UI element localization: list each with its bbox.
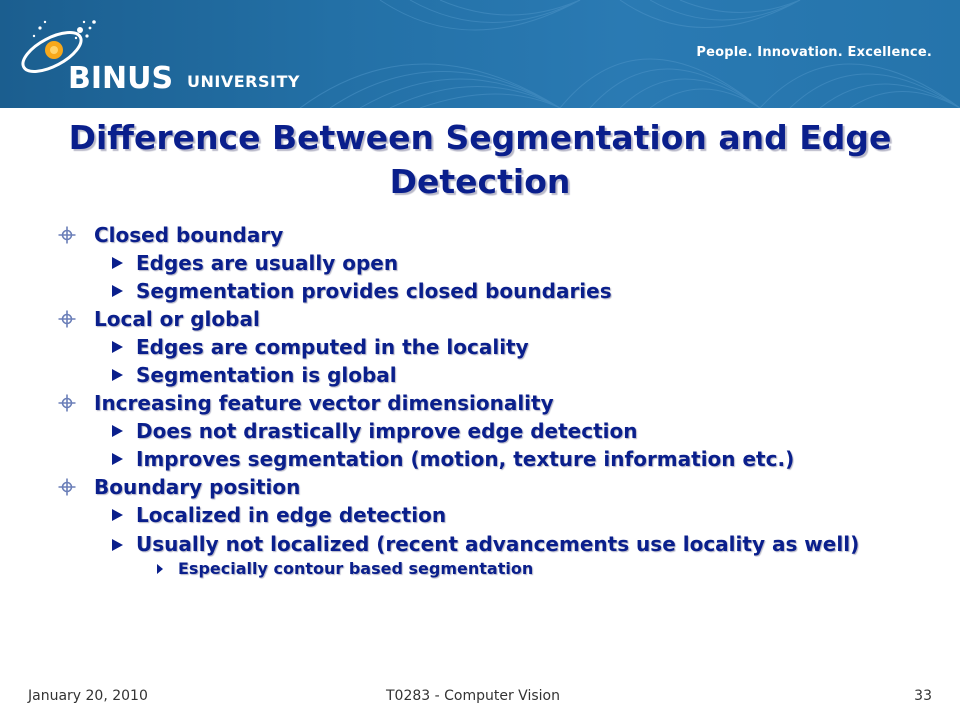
triangle-bullet-icon [110, 452, 124, 466]
header-banner [0, 0, 960, 108]
bullet-level2 [52, 363, 932, 387]
bullet-text: Increasing feature vector dimensionality [94, 391, 554, 415]
bullet-text: Localized in edge detection [136, 503, 447, 527]
footer-date: January 20, 2010 [28, 688, 148, 704]
bullet-level2 [52, 503, 932, 527]
footer-course: T0283 - Computer Vision [386, 688, 560, 704]
bullet-text: Segmentation provides closed boundaries [136, 279, 612, 303]
bullet-level2 [52, 447, 932, 471]
logo-suffix-text: UNIVERSITY [187, 72, 300, 91]
triangle-bullet-icon [110, 256, 124, 270]
bullet-level1 [52, 391, 932, 415]
triangle-bullet-icon [110, 538, 124, 552]
logo-brand-text: BINUS [68, 61, 174, 96]
compass-bullet-icon [58, 226, 76, 244]
bullet-text: Usually not localized (recent advancements use locality as well) [136, 532, 860, 556]
bullet-text: Especially contour based segmentation [178, 559, 534, 578]
bullet-level1 [52, 223, 932, 247]
bullet-level2 [52, 419, 932, 443]
binus-logo [10, 8, 310, 103]
bullet-level1 [52, 307, 932, 331]
bullet-level2 [52, 251, 932, 275]
compass-bullet-icon [58, 310, 76, 328]
bullet-text: Closed boundary [94, 223, 284, 247]
triangle-bullet-icon [110, 368, 124, 382]
slide-title: Difference Between Segmentation and Edge Detection [68, 118, 892, 201]
bullet-text: Edges are computed in the locality [136, 335, 529, 359]
bullet-text: Improves segmentation (motion, texture information etc.) [136, 447, 795, 471]
triangle-bullet-icon [110, 424, 124, 438]
bullet-text: Segmentation is global [136, 363, 397, 387]
bullet-text: Local or global [94, 307, 260, 331]
compass-bullet-icon [58, 394, 76, 412]
bullet-text: Does not drastically improve edge detection [136, 419, 638, 443]
triangle-bullet-icon [110, 284, 124, 298]
triangle-bullet-icon [110, 340, 124, 354]
bullet-text: Boundary position [94, 475, 301, 499]
bullet-level3 [52, 559, 932, 579]
bullet-level1 [52, 475, 932, 499]
bullet-level2 [52, 335, 932, 359]
slide-content [52, 219, 932, 579]
bullet-level2 [52, 279, 932, 303]
bullet-text: Edges are usually open [136, 251, 399, 275]
bullet-level2 [52, 533, 932, 555]
small-triangle-bullet-icon [155, 562, 165, 576]
compass-bullet-icon [58, 478, 76, 496]
triangle-bullet-icon [110, 508, 124, 522]
tagline: People. Innovation. Excellence. [696, 45, 932, 60]
footer-page-number: 33 [914, 688, 932, 704]
